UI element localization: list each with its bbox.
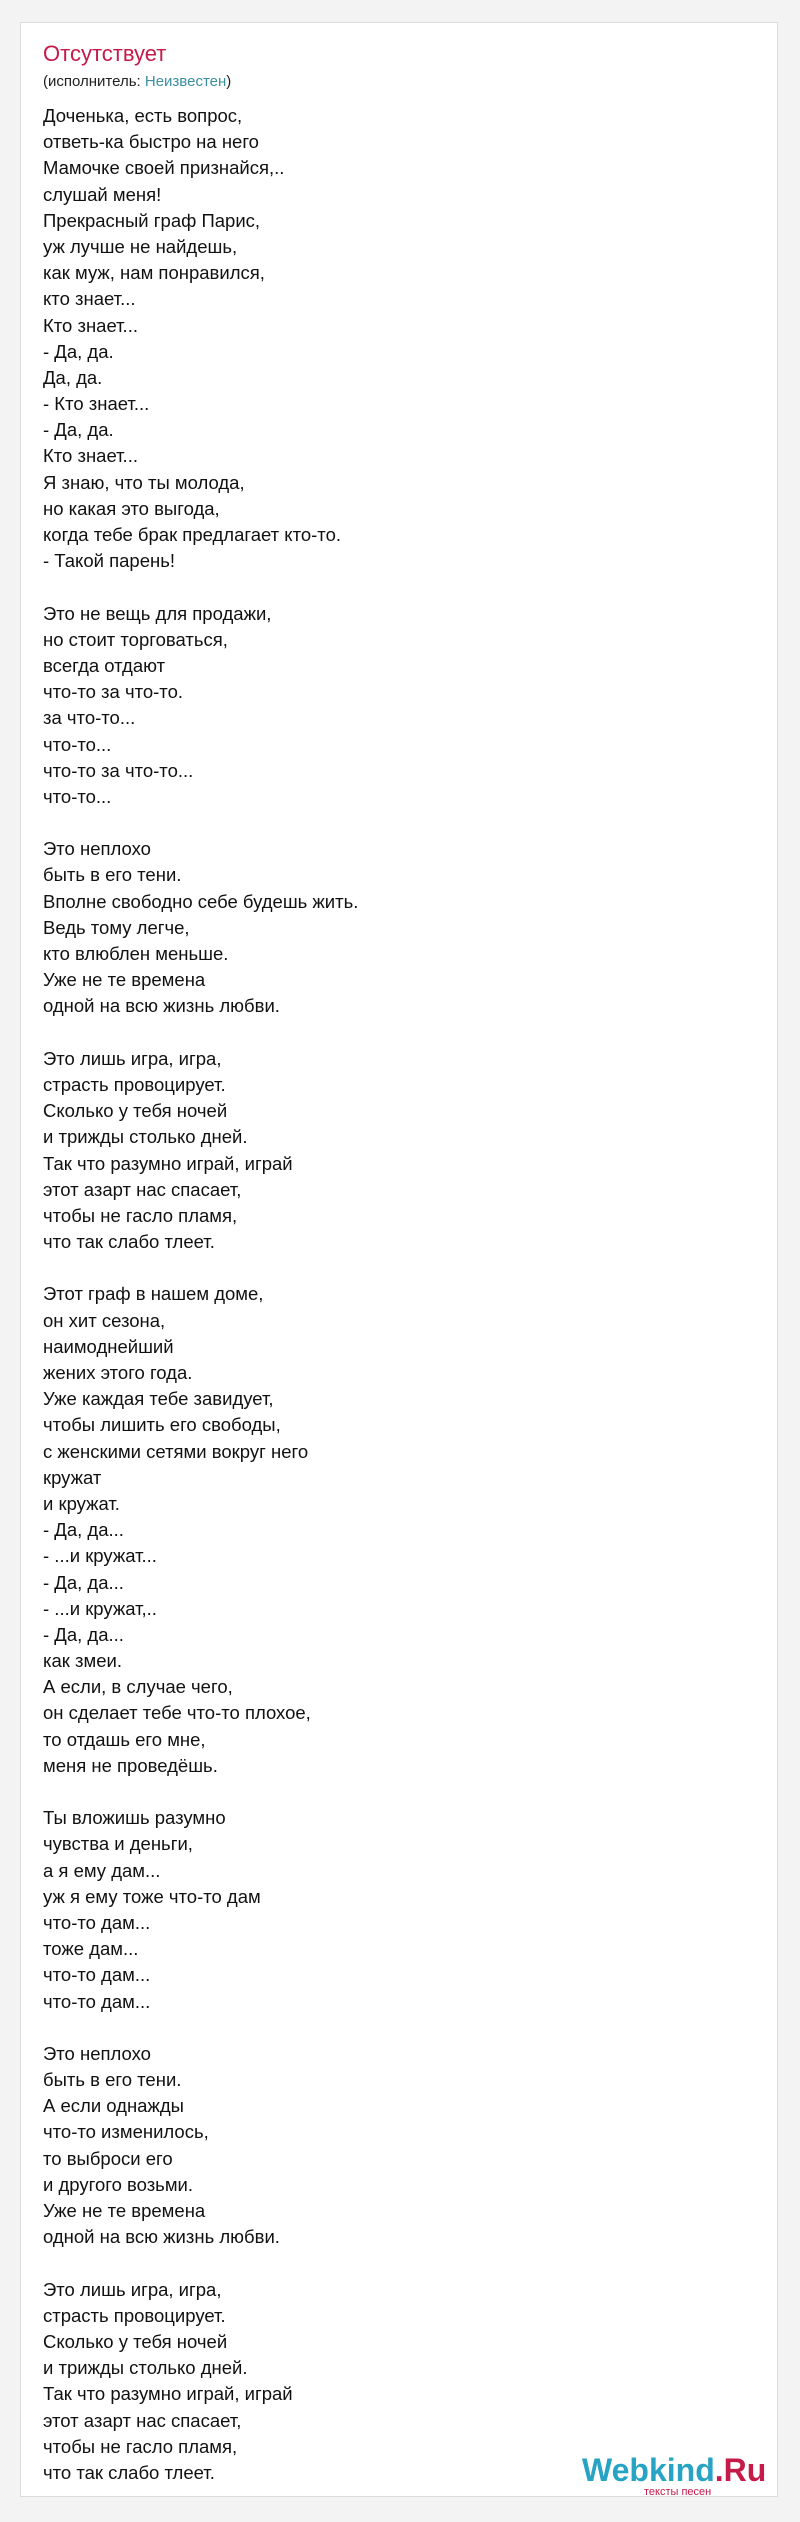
lyric-line: что-то... [43,733,112,755]
lyric-line: и кружат. [43,1492,120,1514]
lyric-line: Мамочке своей признайся,.. [43,157,285,179]
lyric-line: что-то дам... [43,1990,151,2012]
lyric-line: Ведь тому легче, [43,916,190,938]
lyric-line: а я ему дам... [43,1859,161,1881]
lyric-line: но какая это выгода, [43,497,220,519]
lyric-line: Уже не те времена [43,2200,206,2221]
stanza-break [43,574,358,600]
lyric-line: Это неплохо [43,2042,151,2064]
lyric-line: - ...и кружат... [43,1545,157,1567]
stanza-break [43,2015,358,2041]
lyrics-text [43,103,358,2486]
logo-ru: .Ru [714,2452,767,2488]
lyric-line: - Кто знает... [43,393,150,415]
lyric-line: кто влюблен меньше. [43,943,229,964]
lyric-line: - ...и кружат,.. [43,1597,157,1619]
lyric-line: Ты вложишь разумно [43,1807,226,1829]
lyric-line: Это лишь игра, игра, [43,2278,222,2300]
logo-tagline: тексты песен [644,2486,712,2498]
lyric-line: Прекрасный граф Парис, [43,209,261,231]
lyric-line: чтобы не гасло пламя, [43,2435,238,2457]
lyric-line: А если, в случае чего, [43,1676,233,1698]
lyric-line: Этот граф в нашем доме, [43,1283,264,1305]
lyric-line: Я знаю, что ты молода, [43,471,245,493]
lyric-line: как змеи. [43,1650,122,1672]
lyric-line: что-то... [43,785,112,807]
artist-link[interactable]: Неизвестен [144,73,227,90]
lyric-line: наимоднейший [43,1335,174,1357]
lyric-line: страсть провоцирует. [43,2304,226,2326]
lyric-line: Кто знает... [43,445,138,467]
lyric-line: когда тебе брак предлагает кто-то. [43,524,341,545]
lyric-line: что-то за что-то. [43,681,184,703]
lyric-line: как муж, нам понравился, [43,262,265,284]
lyric-line: Это не вещь для продажи, [43,602,272,624]
lyric-line: Так что разумно играй, играй [43,2383,293,2405]
lyric-line: с женскими сетями вокруг него [43,1440,309,1462]
lyric-line: что-то дам... [43,1911,151,1933]
lyric-line: этот азарт нас спасает, [43,1178,242,1200]
lyric-line: этот азарт нас спасает, [43,2409,242,2431]
lyric-line: жених этого года. [43,1362,193,1383]
lyric-line: чтобы лишить его свободы, [43,1414,281,1436]
lyric-line: Кто знает... [43,314,138,336]
lyric-line: - Да, да. [43,419,114,441]
lyric-line: - Да, да... [43,1519,124,1541]
lyric-line: что так слабо тлеет. [43,1231,215,1253]
lyric-line: - Да, да... [43,1571,124,1593]
lyric-line: Это лишь игра, игра, [43,1047,222,1069]
lyric-line: он хит сезона, [43,1309,166,1331]
lyric-line: - Такой парень! [43,550,176,572]
lyric-line: А если однажды [43,2095,184,2117]
artist-suffix: ) [226,73,232,90]
lyric-line: уж я ему тоже что-то дам [43,1885,261,1907]
lyric-line: чтобы не гасло пламя, [43,1204,238,1226]
stanza-break [43,810,358,836]
logo-kind: kind [648,2452,715,2488]
lyric-line: - Да, да... [43,1623,124,1645]
lyric-line: тоже дам... [43,1938,139,1960]
lyric-line: то отдашь его мне, [43,1728,206,1750]
lyric-line: и трижды столько дней. [43,1126,248,1148]
lyric-line: Уже не те времена [43,969,206,991]
lyric-line: ответь-ка быстро на него [43,131,259,153]
lyric-line: меня не проведёшь. [43,1754,218,1776]
lyric-line: что так слабо тлеет. [43,2461,215,2483]
lyric-line: Уже каждая тебе завидует, [43,1388,274,1410]
lyric-line: страсть провоцирует. [43,1073,226,1095]
lyric-line: чувства и деньги, [43,1833,193,1855]
lyric-line: - Да, да. [43,340,114,362]
logo-web: Web [582,2452,649,2488]
lyric-line: что-то дам... [43,1964,151,1986]
lyric-line: Так что разумно играй, играй [43,1152,293,1174]
lyric-line: всегда отдают [43,654,166,676]
stanza-break [43,1255,358,1281]
artist-line [43,73,231,91]
song-title: Отсутствует [43,41,167,66]
lyric-line: Это неплохо [43,838,151,860]
lyric-line: что-то изменилось, [43,2121,209,2143]
lyric-line: Вполне свободно себе будешь жить. [43,890,359,912]
lyric-line: быть в его тени. [43,864,182,886]
lyric-line: Доченька, есть вопрос, [43,105,243,126]
artist-prefix: (исполнитель: [43,73,145,90]
stanza-break [43,1020,358,1046]
lyric-line: Сколько у тебя ночей [43,1100,228,1122]
lyric-line: то выброси его [43,2147,173,2169]
lyric-line: но стоит торговаться, [43,628,228,650]
lyric-line: быть в его тени. [43,2069,182,2091]
lyric-line: за что-то... [43,707,136,729]
lyric-line: и трижды столько дней. [43,2357,248,2379]
lyric-line: одной на всю жизнь любви. [43,2226,280,2248]
stanza-break [43,1779,358,1805]
lyric-line: уж лучше не найдешь, [43,235,238,257]
lyrics-card [20,22,778,2497]
site-logo[interactable] [582,2452,782,2502]
lyric-line: он сделает тебе что-то плохое, [43,1702,311,1724]
lyric-line: одной на всю жизнь любви. [43,995,280,1017]
lyric-line: что-то за что-то... [43,759,194,781]
lyric-line: и другого возьми. [43,2173,194,2195]
lyric-line: кто знает... [43,288,136,310]
lyric-line: Да, да. [43,366,103,388]
lyric-line: Сколько у тебя ночей [43,2330,228,2352]
stanza-break [43,2250,358,2276]
lyric-line: слушай меня! [43,183,162,205]
lyric-line: кружат [43,1466,102,1488]
